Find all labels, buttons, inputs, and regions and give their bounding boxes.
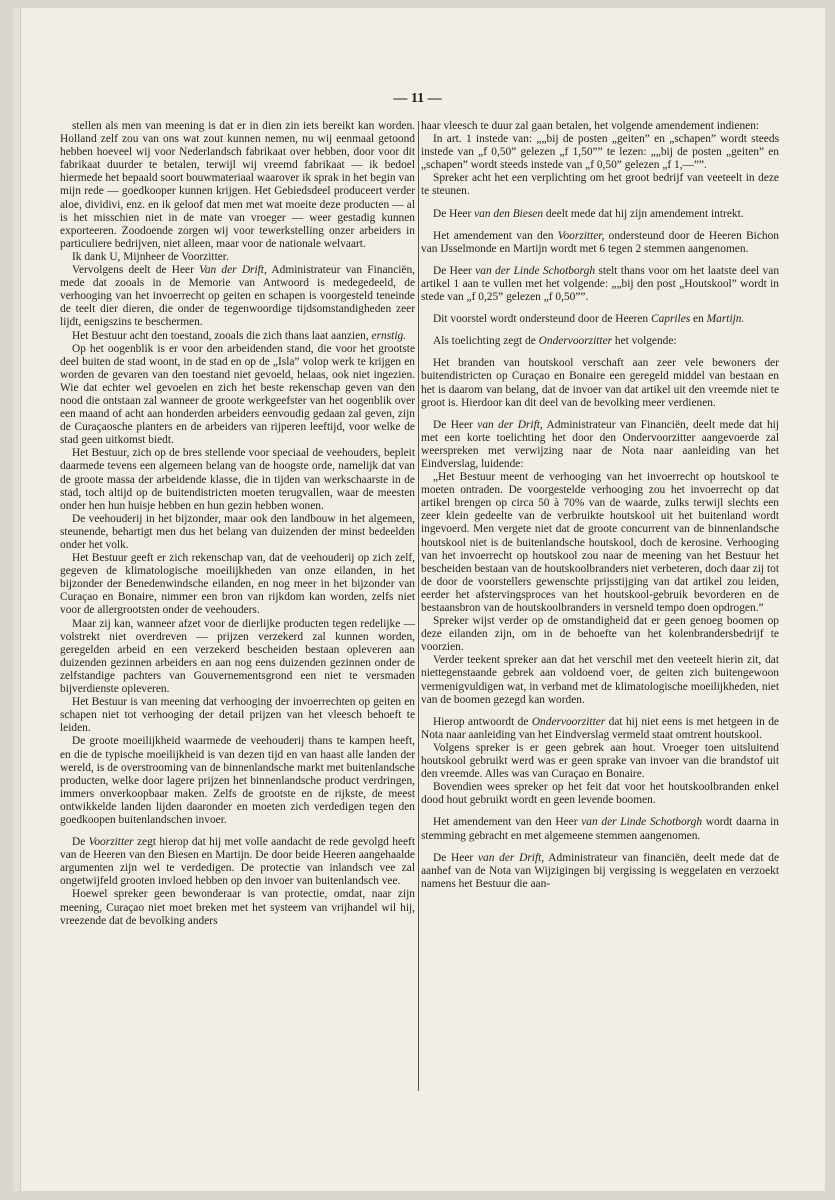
paragraph-lead: Het amendement van den bbox=[433, 229, 558, 242]
paragraph bbox=[60, 120, 415, 251]
speaker-name: van der Linde Schotborgh bbox=[475, 264, 596, 277]
paragraph-text: Het Bestuur, zich op de bres stellende voor speciaal de veehouders, bepleit daarmede tevens een algemeen belang van de hoogste orde, namelijk dat van de groote massa der arbeidende klasse, die in tijden van werkschaarste in de stad, toch altijd op de buitendistricten moeten terugvallen, waar de meesten onder hen hun huisje hebben en hun gezin hebben wonen. bbox=[60, 447, 415, 512]
paragraph bbox=[60, 264, 415, 329]
left-text-column bbox=[60, 120, 415, 1085]
paragraph-lead: Als toelichting zegt de bbox=[433, 335, 539, 348]
paragraph-lead: Hierop antwoordt de bbox=[433, 715, 532, 728]
paragraph-lead: De Heer bbox=[433, 851, 478, 864]
paragraph-lead: De bbox=[72, 836, 89, 849]
paragraph-lead: De Heer bbox=[433, 207, 475, 220]
paragraph bbox=[421, 335, 779, 348]
paragraph bbox=[60, 696, 415, 735]
paragraph-text: haar vleesch te duur zal gaan betalen, het volgende amendement indienen: bbox=[421, 120, 760, 132]
paragraph-text: stelt thans voor om het laatste deel van artikel 1 aan te vullen met het volgende: „„bij den post „Houtskool” wordt in stede van „f 0,25” gelezen „f 0,50””. bbox=[421, 264, 779, 304]
paragraph bbox=[421, 120, 779, 133]
paragraph bbox=[421, 357, 779, 409]
paragraph-text: en bbox=[690, 313, 707, 326]
paragraph bbox=[421, 742, 779, 781]
paragraph-text: Hoewel spreker geen bewonderaar is van protectie, omdat, naar zijn meening, Curaçao niet moet breken met het systeem van vrijhandel wil hij, vreezende dat de bevolking anders bbox=[60, 888, 415, 927]
paragraph-text: Maar zij kan, wanneer afzet voor de dierlijke producten tegen redelijke — volstrekt niet overdreven — prijzen verzekerd zal kunnen worden, geregelden arbeid en een verzekerd bescheiden bestaan opleveren aan duizenden gezinnen arbeiders en aan nog eens duizenden gezinnen onder de zelfstandige pachters van Gouvernementsgrond een niet te versmaden bijverdienste opleveren. bbox=[60, 617, 415, 696]
speaker-name: Van der Drift, bbox=[199, 264, 267, 277]
paragraph bbox=[421, 654, 779, 706]
paper-fold-edge bbox=[13, 8, 21, 1191]
paragraph bbox=[421, 781, 779, 807]
speaker-name: Ondervoorzitter bbox=[531, 715, 606, 728]
paragraph-lead: Vervolgens deelt de Heer bbox=[72, 264, 200, 277]
paragraph-text: het volgende: bbox=[612, 335, 677, 348]
speaker-name: ernstig. bbox=[371, 329, 407, 342]
right-text-column bbox=[421, 120, 779, 1095]
paragraph-text: Ik dank U, Mijnheer de Voorzitter. bbox=[72, 250, 229, 263]
paragraph-text: Volgens spreker is er geen gebrek aan hout. Vroeger toen uitsluitend houtskool gebruikt werd was er geen sprake van invoer van die brandstof uit den vreemde. Alles was van Curaçao en Bonaire. bbox=[421, 741, 779, 781]
speaker-name: van der Drift, bbox=[477, 851, 545, 864]
paragraph-text: Spreker acht het een verplichting om het groot bedrijf van veeteelt in deze te steunen. bbox=[421, 172, 779, 198]
paragraph bbox=[60, 447, 415, 512]
paragraph bbox=[421, 172, 779, 198]
paragraph bbox=[60, 618, 415, 697]
paragraph bbox=[421, 852, 779, 891]
paragraph bbox=[60, 251, 415, 264]
speaker-name: Martijn. bbox=[706, 313, 745, 326]
paragraph-lead: Dit voorstel wordt ondersteund door de Heeren bbox=[433, 313, 651, 326]
paragraph bbox=[421, 313, 779, 326]
paragraph bbox=[421, 208, 779, 221]
speaker-name: Capriles bbox=[650, 313, 691, 326]
paragraph bbox=[421, 265, 779, 304]
paragraph-text: deelt mede dat hij zijn amendement intrekt. bbox=[543, 207, 744, 220]
paragraph bbox=[60, 343, 415, 448]
paragraph-text: Spreker wijst verder op de omstandigheid dat er geen genoeg boomen op deze eilanden zijn, om in de behoefte van het kolenbrandersbedrijf te voorzien. bbox=[421, 615, 779, 654]
paragraph bbox=[421, 230, 779, 256]
paragraph bbox=[421, 133, 779, 172]
paragraph-text: De veehouderij in het bijzonder, maar ook den landbouw in het algemeen, steunende, behartigt men dus het belang van duizenden der minst bedeelden onder het volk. bbox=[60, 512, 415, 551]
paragraph-text: ondersteund door de Heeren Bichon van IJsselmonde en Martijn wordt met 6 tegen 2 stemmen aangenomen. bbox=[421, 229, 779, 255]
paragraph-lead: Het Bestuur acht den toestand, zooals die zich thans laat aanzien, bbox=[72, 329, 372, 342]
paragraph-text: Het branden van houtskool verschaft aan zeer vele bewoners der buitendistricten op Curaçao en Bonaire een geregeld middel van bestaan en het is daarom van belang, dat de invoer van dat artikel uit den vreemde niet te groot is. Hierdoor kan dit deel van de bevolking meer verdienen. bbox=[421, 357, 779, 409]
paragraph-text: In art. 1 instede van: „„bij de posten „geiten” en „schapen” wordt steeds instede van „f 0,50” gelezen „f 1,50”” te lezen: „„bij de posten „geiten” en „schapen” wordt steeds instede van „f 0,50” gelezen „f 1,—””. bbox=[421, 133, 779, 172]
speaker-name: Voorzitter, bbox=[557, 229, 605, 242]
paragraph-text: dat hij niet eens is met hetgeen in de Nota naar aanleiding van het Eindverslag vermeld staat omtrent houtskool. bbox=[421, 715, 779, 741]
paragraph bbox=[421, 816, 779, 842]
speaker-name: van den Biesen bbox=[474, 207, 544, 220]
paragraph-text: Bovendien wees spreker op het feit dat voor het houtskoolbranden enkel dood hout gebruikt wordt en geen levende boomen. bbox=[421, 781, 779, 807]
speaker-name: van der Drift, bbox=[477, 418, 543, 431]
paragraph-text: De groote moeilijkheid waarmede de veehouderij thans te kampen heeft, en die de typische moeilijkheid is van dezen tijd en van haast alle landen der wereld, is de overstrooming van de binnenlandsche markt met buitenlandsche producten, welke door lagere prijzen het binnenlandsche product verdringen, immers onverkoopbaar maken. Zelfs de grootste en de rijkste, de meest ontwikkelde landen lijden daaronder en moeten zich verdedigen tegen den goedkoopen buitenlandschen invoer. bbox=[60, 735, 415, 826]
paragraph-text: Het Bestuur geeft er zich rekenschap van, dat de veehouderij op zich zelf, gegeven de klimatologische moeilijkheden van onze eilanden, in het bijzonder der Benedenwindsche eilanden, en nog meer in het bijzonder van Curaçao en Bonaire, nimmer een bron van rijkdom kan worden, zelfs niet voor de allergrootsten onder de veehouders. bbox=[60, 552, 415, 617]
speaker-name: Voorzitter bbox=[88, 836, 134, 849]
paragraph bbox=[60, 836, 415, 888]
paragraph bbox=[60, 513, 415, 552]
paragraph-lead: Het amendement van den Heer bbox=[433, 816, 582, 829]
paragraph-text: Administrateur van Financiën, mede dat zooals in de Memorie van Antwoord is medegedeeld, de verhooging van het invoerrecht op geiten en schapen is voorgesteld teneinde de teelt dier dieren, die onder de tegenwoordige tijdsomstandigheden zeer lijdt, eenigszins te beschermen. bbox=[60, 264, 415, 329]
paragraph bbox=[60, 888, 415, 927]
paragraph bbox=[60, 330, 415, 343]
paragraph-text: wordt daarna in stemming gebracht en met algemeene stemmen aangenomen. bbox=[421, 816, 779, 842]
paragraph bbox=[60, 552, 415, 617]
paragraph-text: zegt hierop dat hij met volle aandacht de rede gevolgd heeft van de Heeren van den Biesen en Martijn. De door beide Heeren aangehaalde argumenten zijn wel te verdedigen. De protectie van inlandsch vee zal ongetwijfeld grooten invloed hebben op den invoer van buitenlandsch vee. bbox=[60, 836, 415, 888]
paragraph bbox=[421, 419, 779, 471]
paragraph bbox=[60, 735, 415, 827]
paragraph-text: Het Bestuur is van meening dat verhooging der invoerrechten op geiten en schapen niet tot verhooging der detail prijzen van het vleesch behoeft te leiden. bbox=[60, 696, 415, 735]
paragraph-lead: De Heer bbox=[433, 264, 476, 277]
paragraph-text: Administrateur van Financiën, deelt mede dat hij met een korte toelichting het door den Ondervoorzitter aangevoerde zal weerspreken met verwijzing naar de Nota naar aanleiding van het Eindverslag, luidende: bbox=[421, 418, 779, 470]
paragraph bbox=[421, 615, 779, 654]
paragraph-text: Administrateur van financiën, deelt mede dat de aanhef van de Nota van Wijzigingen bij vergissing is weggelaten en verzoekt namens het Bestuur die aan- bbox=[421, 851, 779, 890]
paragraph-text: Op het oogenblik is er voor den arbeidenden stand, die voor het grootste deel buiten de stad woont, in de stad en op de „Isla” volop werk te krijgen en worden de gevaren van den toestand niet gevoeld, helaas, ook niet ingezien. Wie dat echter wel gevoelen en zich het beste rekenschap geven van den nood die ontstaan zal wanneer de groote werkgeefster van het oogenblik over een maand of acht aan honderden arbeiders eenvoudig gedaan zal geven, zijn de Curaçaosche planters en de arbeiders van rijperen leeftijd, voor welke de stad geen uitkomst biedt. bbox=[60, 342, 415, 447]
column-divider bbox=[418, 121, 419, 1091]
paragraph-text: Verder teekent spreker aan dat het verschil met den veeteelt hierin zit, dat niettegenstaande gebrek aan voldoend voer, de geiten zich buitengewoon vermenigvuldigen wat, in verband met de klimatologische moeilijkheden, niet van de boomen gezegd kan worden. bbox=[421, 654, 779, 706]
paragraph-text: „Het Bestuur meent de verhooging van het invoerrecht op houtskool te moeten ontraden. De voorgestelde verhooging zou het invoerrecht op dat artikel brengen op circa 50 à 70% van de waarde, zulks terwijl slechts een zeer klein gedeelte van de verbruikte houtskool uit het buitenland wordt ingevoerd. Men vergete niet dat de groote concurrent van de binnenlandsche houtskool niet is de buitenlandsche houtskool, doch de kerosine. Verhooging van het invoerrecht op houtskool zou naar de meening van het Bestuur het bescheiden bestaan van de houtskoolbranders niet verbeteren, doch daar zij tot de door de voorstellers gewenschte prijsstijging van dat artikel zou leiden, eerder het afstervingsproces van het houtskool-gebruik bevorderen en de bestaansbron van de houtskoolbranders in versneld tempo doen opdrogen.” bbox=[421, 471, 779, 614]
page-number: — 11 — bbox=[393, 91, 442, 106]
paragraph bbox=[421, 471, 779, 615]
speaker-name: Ondervoorzitter bbox=[538, 335, 613, 348]
paragraph-text: stellen als men van meening is dat er in dien zin iets bereikt kan worden. Holland zelf zou van ons wat zout kunnen nemen, nu wij eenmaal getoond hebben hoeveel wij voor Nederlandsch fabrikaat over hebben, door voor dit fabrikaat duurder te betalen, terwijl wij vreemd fabrikaat — ik bedoel hiermede het bepaald soort bouwmateriaal waarover ik sprak in het begin van mijn rede — goedkooper kunnen krijgen. Het Gebiedsdeel produceert verder aloe, dividivi, enz. en ik geloof dat men met wat moeite deze producten — al is het misschien niet in de mate van vroeger — weer gestadig kunnen exporteeren. Zoodoende zorgen wij voor tewerkstelling onzer arbeiders in particuliere bedrijven, niet alleen, maar voor de nationale welvaart. bbox=[60, 120, 415, 250]
paragraph-lead: De Heer bbox=[433, 418, 478, 431]
paragraph bbox=[421, 716, 779, 742]
speaker-name: van der Linde Schotborgh bbox=[581, 816, 703, 829]
